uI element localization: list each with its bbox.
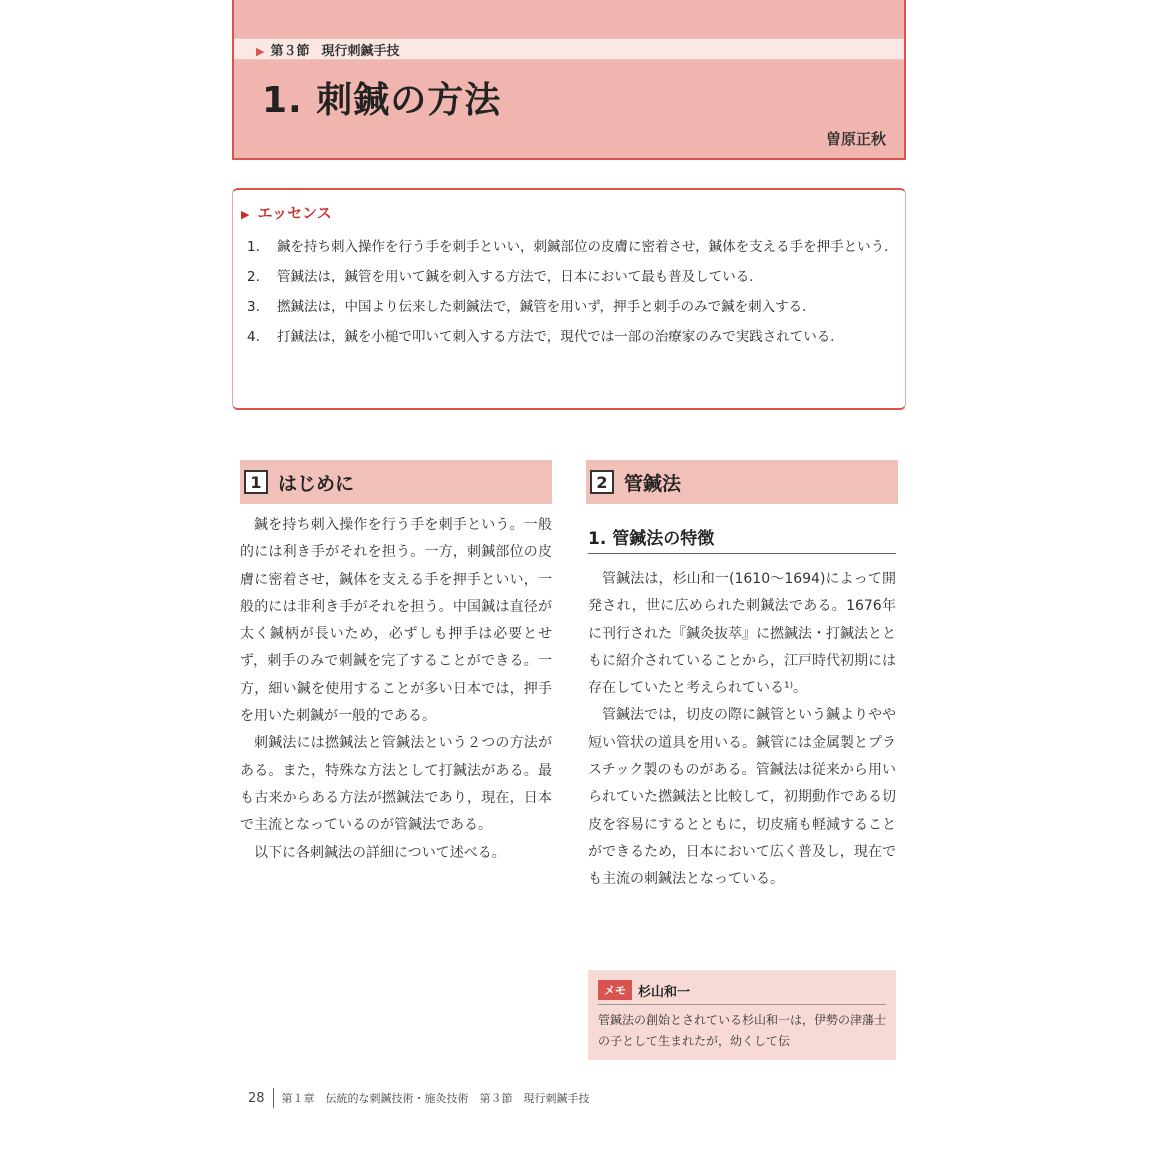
essence-title [241, 202, 332, 223]
triangle-icon: ▶ [256, 45, 265, 58]
paragraph: 以下に各刺鍼法の詳細について述べる。 [254, 844, 506, 861]
paragraph: 管鍼法では，切皮の際に鍼管という鍼よりやや短い管状の道具を用いる。鍼管には金属製とプラスチック製のものがある。管鍼法は従来から用いられていた撚鍼法と比較して，初期動作である切皮を容易にするとともに，切皮痛も軽減することができるため，日本において広く普及し，現在でも主流の刺鍼法となっている。 [588, 707, 896, 888]
memo-box [588, 970, 896, 1060]
list-item [247, 324, 899, 350]
item-number: 1. [247, 239, 260, 255]
introduction-body [240, 512, 552, 867]
running-footer: 第１章 伝統的な刺鍼技術・施灸技術 第３節 現行刺鍼手技 [281, 1092, 590, 1105]
triangle-icon: ▶ [241, 208, 250, 221]
list-item [247, 294, 899, 320]
list-item [247, 234, 899, 260]
section-number-box: 1 [244, 470, 268, 494]
page-footer [248, 1088, 590, 1108]
divider [598, 1004, 886, 1005]
section-heading-kanshinho [586, 460, 898, 504]
section-number: 第３節 [270, 44, 310, 59]
section-heading-introduction [240, 460, 552, 504]
paragraph: 管鍼法は，杉山和一(1610～1694)によって開発され，世に広められた刺鍼法である。1676年に刊行された『鍼灸抜萃』に撚鍼法・打鍼法とともに紹介されていることから，江戸時代初期には存在していたと考えられている¹⁾。 [588, 571, 896, 697]
paragraph: 刺鍼法には撚鍼法と管鍼法という２つの方法がある。また，特殊な方法として打鍼法がある。最も古来からある方法が撚鍼法であり，現在，日本で主流となっているのが管鍼法である。 [240, 735, 552, 834]
memo-title: 杉山和一 [638, 984, 691, 1000]
page-title: 1. 刺鍼の方法 [262, 80, 502, 121]
essence-title-text: エッセンス [257, 204, 332, 222]
section-number-box: 2 [590, 470, 614, 494]
essence-list [247, 234, 899, 354]
memo-text: 管鍼法の創始とされている杉山和一は，伊勢の津藩士の子として生まれたが，幼くして伝 [598, 1013, 887, 1048]
author-name: 曽原正秋 [825, 130, 886, 148]
item-number: 4. [247, 329, 260, 345]
section-heading-label: はじめに [278, 472, 355, 495]
item-text: 鍼を持ち刺入操作を行う手を刺手といい，刺鍼部位の皮膚に密着させ，鍼体を支える手を押手という． [277, 239, 898, 255]
memo-badge: メモ [598, 980, 632, 1000]
essence-box [232, 188, 906, 410]
kanshinho-body [588, 566, 896, 894]
item-text: 管鍼法は，鍼管を用いて鍼を刺入する方法で，日本において最も普及している． [277, 269, 763, 285]
subheading: 1. 管鍼法の特徴 [588, 524, 896, 554]
section-heading-label: 管鍼法 [624, 472, 682, 495]
item-text: 撚鍼法は，中国より伝来した刺鍼法で，鍼管を用いず，押手と刺手のみで鍼を刺入する． [277, 299, 816, 315]
list-item [247, 264, 899, 290]
section-name: 現行刺鍼手技 [321, 44, 400, 59]
chapter-header [232, 0, 906, 160]
item-number: 3. [247, 299, 260, 315]
section-label [256, 40, 400, 59]
memo-header [598, 980, 690, 1000]
item-number: 2. [247, 269, 260, 285]
page-number: 28 [248, 1090, 265, 1106]
divider [273, 1088, 274, 1108]
paragraph: 鍼を持ち刺入操作を行う手を刺手という。一般的には利き手がそれを担う。一方，刺鍼部位の皮膚に密着させ，鍼体を支える手を押手といい，一般的には非利き手がそれを担う。中国鍼は直径が太く鍼柄が長いため，必ずしも押手は必要とせず，刺手のみで刺鍼を完了することができる。一方，細い鍼を使用することが多い日本では，押手を用いた刺鍼が一般的である。 [240, 517, 552, 725]
item-text: 打鍼法は，鍼を小槌で叩いて刺入する方法で，現代では一部の治療家のみで実践されている． [277, 329, 844, 345]
